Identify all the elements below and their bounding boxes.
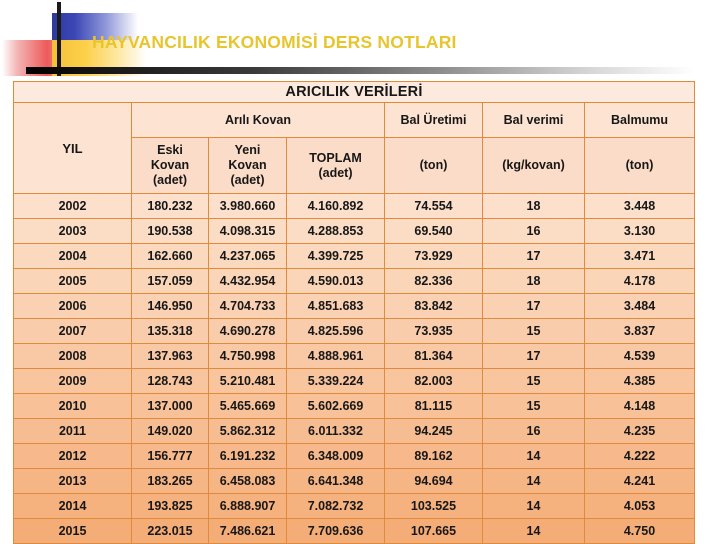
cell-eski-kovan: 137.000 [132,394,209,419]
toplam-line2: (adet) [318,165,353,180]
cell-balmumu: 3.484 [585,294,695,319]
cell-yil: 2014 [14,494,132,519]
table-header [14,82,695,194]
eski-kovan-line3: (adet) [152,172,188,187]
cell-toplam: 6.348.009 [287,444,385,469]
decorative-vertical-rule [57,2,61,76]
cell-bal-uretimi: 94.245 [385,419,483,444]
cell-balmumu: 3.448 [585,194,695,219]
eski-kovan-line1: Eski [157,143,183,158]
cell-eski-kovan: 156.777 [132,444,209,469]
cell-balmumu: 4.178 [585,269,695,294]
column-header-group-arili-kovan: Arılı Kovan [132,103,385,138]
cell-bal-verimi: 14 [483,494,585,519]
cell-bal-verimi: 18 [483,194,585,219]
cell-eski-kovan: 128.743 [132,369,209,394]
cell-bal-uretimi: 103.525 [385,494,483,519]
cell-yil: 2013 [14,469,132,494]
cell-bal-uretimi: 83.842 [385,294,483,319]
cell-yeni-kovan: 5.862.312 [209,419,287,444]
cell-bal-verimi: 15 [483,369,585,394]
cell-eski-kovan: 193.825 [132,494,209,519]
cell-bal-verimi: 15 [483,319,585,344]
column-header-yil: YIL [14,103,132,194]
table-row [14,194,695,219]
table-title-row [14,82,695,103]
beekeeping-data-table [13,81,695,544]
cell-yeni-kovan: 4.432.954 [209,269,287,294]
column-header-yeni-kovan [209,138,287,194]
cell-balmumu: 4.148 [585,394,695,419]
cell-toplam: 4.160.892 [287,194,385,219]
cell-bal-verimi: 15 [483,394,585,419]
cell-yil: 2003 [14,219,132,244]
yeni-kovan-line1: Yeni [234,143,261,158]
cell-yeni-kovan: 3.980.660 [209,194,287,219]
cell-bal-verimi: 18 [483,269,585,294]
cell-balmumu: 4.385 [585,369,695,394]
cell-toplam: 5.339.224 [287,369,385,394]
cell-eski-kovan: 157.059 [132,269,209,294]
cell-eski-kovan: 149.020 [132,419,209,444]
cell-yil: 2007 [14,319,132,344]
table-row [14,494,695,519]
slide-header [0,0,720,80]
cell-bal-verimi: 16 [483,419,585,444]
cell-yeni-kovan: 5.210.481 [209,369,287,394]
cell-bal-uretimi: 82.003 [385,369,483,394]
cell-toplam: 4.399.725 [287,244,385,269]
cell-eski-kovan: 190.538 [132,219,209,244]
cell-bal-verimi: 17 [483,294,585,319]
cell-yil: 2010 [14,394,132,419]
cell-toplam: 4.590.013 [287,269,385,294]
cell-bal-verimi: 17 [483,344,585,369]
cell-eski-kovan: 223.015 [132,519,209,544]
cell-yil: 2004 [14,244,132,269]
cell-yil: 2008 [14,344,132,369]
cell-bal-uretimi: 107.665 [385,519,483,544]
column-header-toplam [287,138,385,194]
table-row [14,344,695,369]
table-body [14,194,695,544]
column-header-bal-verimi: Bal verimi [483,103,585,138]
cell-bal-uretimi: 73.929 [385,244,483,269]
cell-yeni-kovan: 6.888.907 [209,494,287,519]
cell-toplam: 5.602.669 [287,394,385,419]
cell-bal-uretimi: 69.540 [385,219,483,244]
cell-bal-verimi: 14 [483,469,585,494]
cell-bal-uretimi: 74.554 [385,194,483,219]
cell-yeni-kovan: 5.465.669 [209,394,287,419]
cell-balmumu: 4.053 [585,494,695,519]
table-row [14,294,695,319]
cell-yil: 2009 [14,369,132,394]
yeni-kovan-line3: (adet) [230,172,265,187]
cell-balmumu: 4.235 [585,419,695,444]
cell-bal-verimi: 14 [483,444,585,469]
cell-eski-kovan: 180.232 [132,194,209,219]
cell-toplam: 4.288.853 [287,219,385,244]
cell-yil: 2015 [14,519,132,544]
cell-yil: 2012 [14,444,132,469]
cell-balmumu: 4.222 [585,444,695,469]
cell-balmumu: 3.130 [585,219,695,244]
cell-yeni-kovan: 6.191.232 [209,444,287,469]
cell-bal-uretimi: 82.336 [385,269,483,294]
slide-title: HAYVANCILIK EKONOMİSİ DERS NOTLARI [92,32,457,52]
table-row [14,269,695,294]
cell-yeni-kovan: 4.750.998 [209,344,287,369]
cell-balmumu: 3.837 [585,319,695,344]
cell-bal-uretimi: 89.162 [385,444,483,469]
column-header-bal-verimi-unit: (kg/kovan) [483,138,585,194]
cell-balmumu: 3.471 [585,244,695,269]
cell-yeni-kovan: 6.458.083 [209,469,287,494]
cell-yeni-kovan: 4.704.733 [209,294,287,319]
cell-bal-uretimi: 94.694 [385,469,483,494]
cell-bal-uretimi: 81.364 [385,344,483,369]
cell-yil: 2011 [14,419,132,444]
table-title: ARICILIK VERİLERİ [14,82,695,103]
cell-eski-kovan: 162.660 [132,244,209,269]
cell-toplam: 6.011.332 [287,419,385,444]
column-header-balmumu: Balmumu [585,103,695,138]
cell-toplam: 4.851.683 [287,294,385,319]
table-row [14,319,695,344]
cell-bal-verimi: 14 [483,519,585,544]
cell-balmumu: 4.750 [585,519,695,544]
cell-eski-kovan: 137.963 [132,344,209,369]
toplam-line1: TOPLAM [309,150,362,165]
table-header-group-row [14,103,695,138]
decorative-horizontal-rule [26,67,694,74]
cell-toplam: 4.825.596 [287,319,385,344]
table-row [14,444,695,469]
table-row [14,469,695,494]
cell-balmumu: 4.241 [585,469,695,494]
cell-yil: 2002 [14,194,132,219]
cell-yeni-kovan: 4.690.278 [209,319,287,344]
table-row [14,394,695,419]
cell-toplam: 6.641.348 [287,469,385,494]
table-row [14,369,695,394]
cell-toplam: 7.709.636 [287,519,385,544]
column-header-eski-kovan [132,138,209,194]
cell-yil: 2006 [14,294,132,319]
cell-bal-uretimi: 81.115 [385,394,483,419]
cell-yil: 2005 [14,269,132,294]
table-row [14,244,695,269]
cell-bal-verimi: 16 [483,219,585,244]
cell-yeni-kovan: 4.098.315 [209,219,287,244]
cell-eski-kovan: 146.950 [132,294,209,319]
cell-balmumu: 4.539 [585,344,695,369]
cell-yeni-kovan: 4.237.065 [209,244,287,269]
column-header-bal-uretimi-unit: (ton) [385,138,483,194]
cell-bal-uretimi: 73.935 [385,319,483,344]
column-header-bal-uretimi: Bal Üretimi [385,103,483,138]
cell-eski-kovan: 183.265 [132,469,209,494]
table-row [14,219,695,244]
table-row [14,419,695,444]
cell-eski-kovan: 135.318 [132,319,209,344]
cell-toplam: 7.082.732 [287,494,385,519]
eski-kovan-line2: Kovan [150,158,190,173]
column-header-balmumu-unit: (ton) [585,138,695,194]
cell-yeni-kovan: 7.486.621 [209,519,287,544]
yeni-kovan-line2: Kovan [228,158,267,173]
cell-bal-verimi: 17 [483,244,585,269]
cell-toplam: 4.888.961 [287,344,385,369]
beekeeping-data-table-container [13,81,694,544]
